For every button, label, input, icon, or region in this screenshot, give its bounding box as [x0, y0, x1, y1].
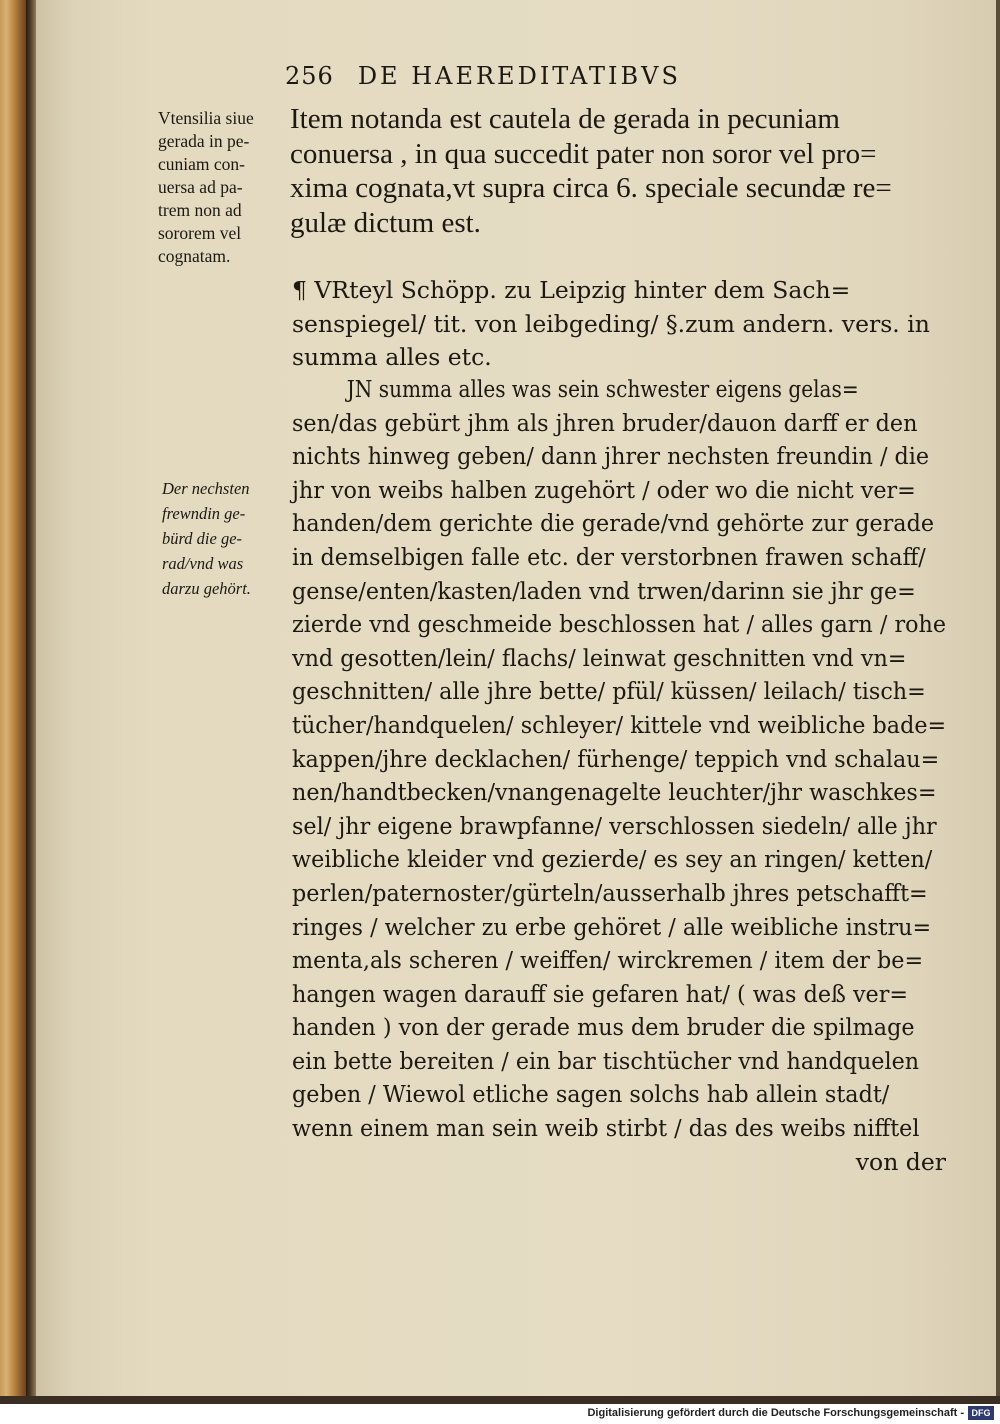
text-line: geschnitten/ alle jhre bette/ pfül/ küssen/ leilach/ tisch=: [292, 677, 926, 706]
text-line: xima cognata,vt supra circa 6. speciale secundæ re=: [290, 172, 892, 204]
text-line: sen/das gebürt jhm als jhren bruder/dauon darff er den: [292, 408, 918, 437]
text-line: perlen/paternoster/gürteln/ausserhalb jhres petschafft=: [292, 878, 928, 907]
margin-line: frewndin ge-: [162, 504, 246, 523]
book-binding: [0, 0, 26, 1404]
margin-line: rad/vnd was: [162, 554, 244, 573]
body-text: [292, 373, 982, 1179]
text-line: jhr von weibs halben zugehört / oder wo die nicht ver=: [292, 475, 916, 504]
marginal-note-german: [162, 476, 251, 601]
text-line: ringes / welcher zu erbe gehöret / alle weibliche instru=: [292, 912, 932, 941]
text-line: wenn einem man sein weib stirbt / das des weibs nifftel: [292, 1114, 920, 1143]
margin-line: darzu gehört.: [162, 579, 251, 598]
latin-paragraph: [290, 102, 892, 240]
text-line: ein bette bereiten / ein bar tischtücher vnd handquelen: [292, 1046, 920, 1075]
text-line: handen ) von der gerade mus dem bruder die spilmage: [292, 1013, 915, 1042]
margin-line: bürd die ge-: [162, 529, 243, 548]
dfg-logo: DFG: [968, 1406, 994, 1420]
text-line: nen/handtbecken/vnangenagelte leuchter/jhr waschkes=: [292, 778, 937, 807]
scan-bottom-border: [0, 1396, 1000, 1404]
text-line: vnd gesotten/lein/ flachs/ leinwat geschnitten vnd vn=: [292, 643, 907, 672]
marginal-note-latin: [158, 107, 254, 268]
text-line: nichts hinweg geben/ dann jhrer nechsten freundin / die: [292, 442, 930, 471]
margin-line: trem non ad: [158, 200, 242, 220]
margin-line: gerada in pe-: [158, 131, 250, 151]
text-line: summa alles etc.: [292, 343, 492, 372]
text-line: kappen/jhre decklachen/ fürhenge/ teppich vnd schalau=: [292, 744, 940, 773]
text-line: Item notanda est cautela de gerada in pecuniam: [290, 103, 840, 135]
page-number: 256: [285, 62, 334, 90]
margin-line: cuniam con-: [158, 154, 245, 174]
text-line: in demselbigen falle etc. der verstorbnen frawen schaff/: [292, 542, 926, 571]
text-line: gense/enten/kasten/laden vnd trwen/darinn sie jhr ge=: [292, 576, 916, 605]
margin-line: sororem vel: [158, 223, 242, 243]
page-edge: [996, 0, 1000, 1404]
text-line: conuersa , in qua succedit pater non soror vel pro=: [290, 137, 877, 170]
text-line: tücher/handquelen/ schleyer/ kittele vnd weibliche bade=: [292, 710, 947, 739]
text-line: menta,als scheren / weiffen/ wirckremen / item der be=: [292, 946, 924, 975]
binding-gutter-shadow: [26, 0, 36, 1404]
digitization-credit: Digitalisierung gefördert durch die Deutsche Forschungsgemeinschaft -: [587, 1407, 964, 1419]
text-line: handen/dem gerichte die gerade/vnd gehörte zur gerade: [292, 509, 935, 538]
catchword: von der: [855, 1147, 946, 1176]
citation-paragraph: [292, 274, 930, 375]
running-title: DE HAEREDITATIBVS: [357, 62, 681, 90]
text-line: senspiegel/ tit. von leibgeding/ §.zum andern. vers. in: [292, 309, 930, 338]
margin-line: Der nechsten: [162, 479, 250, 498]
text-line: zierde vnd geschmeide beschlossen hat / alles garn / rohe: [292, 610, 947, 639]
text-line: hangen wagen darauff sie gefaren hat/ ( was deß ver=: [292, 979, 909, 1008]
text-line: JN summa alles was sein schwester eigens gelas=: [346, 375, 859, 403]
text-line: sel/ jhr eigene brawpfanne/ verschlossen siedeln/ alle jhr: [292, 811, 937, 840]
text-line: weibliche kleider vnd gezierde/ es sey an ringen/ ketten/: [292, 845, 933, 874]
text-line: gulæ dictum est.: [290, 206, 481, 239]
text-line: ¶ VRteyl Schöpp. zu Leipzig hinter dem Sach=: [292, 276, 851, 304]
margin-line: cognatam.: [158, 246, 231, 266]
margin-line: uersa ad pa-: [158, 177, 243, 197]
margin-line: Vtensilia siue: [158, 108, 254, 128]
page-header: [285, 62, 681, 90]
text-line: geben / Wiewol etliche sagen solchs hab allein stadt/: [292, 1080, 890, 1109]
